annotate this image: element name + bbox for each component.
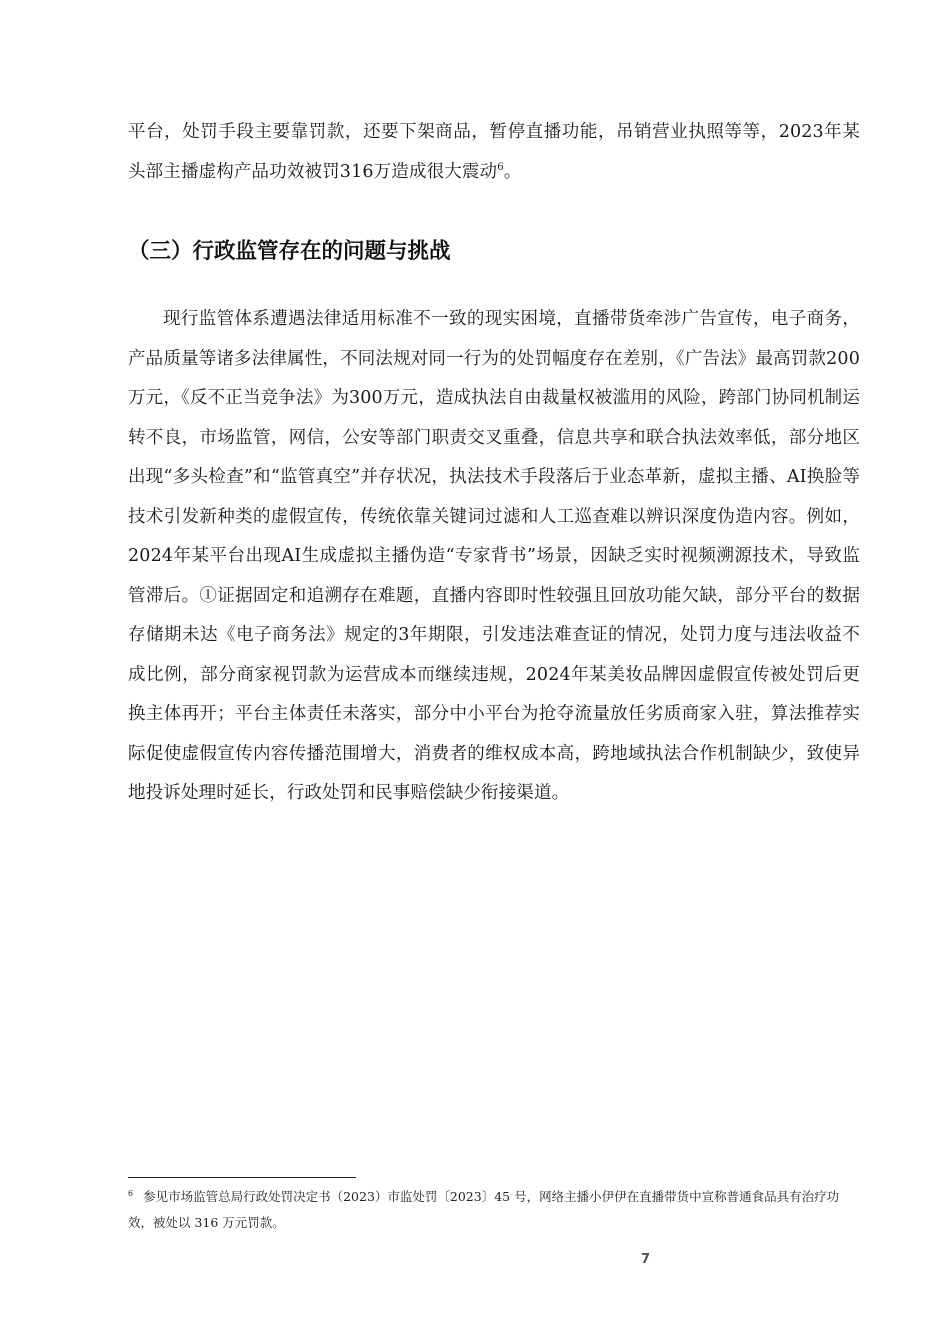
- paragraph-continued: [128, 113, 860, 192]
- footnote-marker: 6: [128, 1188, 134, 1198]
- footnote-reference[interactable]: 6: [497, 161, 504, 173]
- footnote: [128, 1184, 860, 1236]
- footnote-divider: [128, 1177, 356, 1178]
- paragraph-continued-end: 。: [503, 161, 522, 182]
- paragraph-main: 现行监管体系遭遇法律适用标准不一致的现实困境，直播带货牵涉广告宣传，电子商务，产品质量等诸多法律属性，不同法规对同一行为的处罚幅度存在差别，《广告法》最高罚款200万元，《反不正当竞争法》为300万元，造成执法自由裁量权被滥用的风险，跨部门协同机制运转不良，市场监管，网信，公安等部门职责交叉重叠，信息共享和联合执法效率低，部分地区出现“多头检查”和“监管真空”并存状况，执法技术手段落后于业态革新，虚拟主播、AI换脸等技术引发新种类的虚假宣传，传统依靠关键词过滤和人工巡查难以辨识深度伪造内容。例如，2024年某平台出现AI生成虚拟主播伪造“专家背书”场景，因缺乏实时视频溯源技术，导致监管滞后。①证据固定和追溯存在难题，直播内容即时性较强且回放功能欠缺，部分平台的数据存储期未达《电子商务法》规定的3年期限，引发违法难查证的情况，处罚力度与违法收益不成比例，部分商家视罚款为运营成本而继续违规，2024年某美妆品牌因虚假宣传被处罚后更换主体再开；平台主体责任未落实，部分中小平台为抢夺流量放任劣质商家入驻，算法推荐实际促使虚假宣传内容传播范围增大，消费者的维权成本高，跨地域执法合作机制缺少，致使异地投诉处理时延长，行政处罚和民事赔偿缺少衔接渠道。: [128, 309, 860, 803]
- paragraph-continued-text: 平台，处罚手段主要靠罚款，还要下架商品，暂停直播功能，吊销营业执照等等，2023年某头部主播虚构产品功效被罚316万造成很大震动: [128, 122, 860, 182]
- section-heading: （三）行政监管存在的问题与挑战: [128, 239, 451, 264]
- page-number: 7: [640, 1252, 650, 1267]
- document-page: [128, 0, 860, 1344]
- footnote-text: 参见市场监管总局行政处罚决定书（2023）市监处罚〔2023〕45 号，网络主播小伊伊在直播带货中宣称普通食品具有治疗功效，被处以 316 万元罚款。: [128, 1189, 840, 1230]
